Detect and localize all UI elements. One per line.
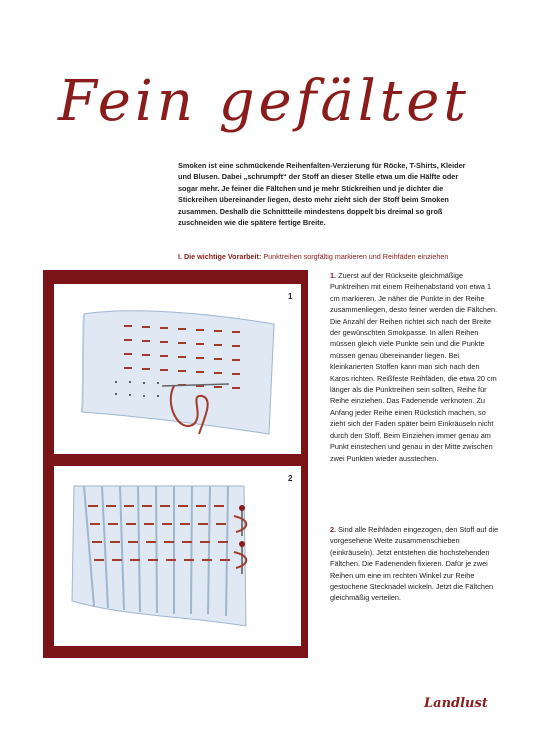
step-1-text <box>330 270 500 464</box>
section-text: Punktreihen sorgfältig markieren und Reihfäden einziehen <box>263 252 449 261</box>
section-heading <box>178 252 498 262</box>
page-title: Fein gefältet <box>58 69 470 134</box>
gathered-fabric-illustration <box>54 466 301 646</box>
step-1-number: 1. <box>330 271 337 280</box>
intro-paragraph: Smoken ist eine schmückende Reihenfalten-Verzierung für Röcke, T-Shirts, Kleider und Blusen. Dabei „schrumpft“ der Stoff an dieser Stelle etwa um die Hälfte oder sogar mehr. Je feiner die Fältchen und je mehr Stickreihen und je dichter die Stickreihen übereinander liegen, desto mehr zieht sich der Stoff beim Smoken zusammen. Deshalb die Schnittteile mindestens doppelt bis dreimal so groß zuschneiden wie die spätere fertige Breite. <box>178 161 466 228</box>
step-1-body: Zuerst auf der Rückseite gleichmäßige Punktreihen mit einem Reihenabstand von etwa 1 cm markieren. Je näher die Punkte in der Reihe zusammenliegen, desto feiner werden die Fältchen. Die Anzahl der Reihen richtet sich nach der Breite der gewünschten Smokpasse. In allen Reihen müssen gleich viele Punkte sein und die Punkte müssen genau übereinander liegen. Bei kleinkarierten Stoffen kann man sich nach den Karos richten. Reißfeste Reihfäden, die etwa 20 cm länger als die Punktreihen sein sollten, Reihe für Reihe einziehen. Das Fadenende verknoten. Zu Anfang jeder Reihe einen Rückstich machen, so zieht sich der Faden später beim Einkräuseln nicht durch den Stoff. Beim Einziehen immer genau am Punkt einstechen und genau in der Mitte zwischen zwei Punkten wieder ausstechen. <box>330 271 498 463</box>
landlust-logo: Landlust <box>424 696 488 711</box>
section-label: I. Die wichtige Vorarbeit: <box>178 252 262 261</box>
panel-number-2: 2 <box>288 474 293 483</box>
step-2-body: Sind alle Reihfäden eingezogen, den Stoff auf die vorgesehene Weite zusammenschieben (einkräuseln). Jetzt entstehen die hochstehenden Fältchen. Die Fadenenden fixieren. Dafür je zwei Reihen um eine im rechten Winkel zur Reihe gestochene Stecknadel wickeln. Jetzt die Fältchen gleichmäßig verteilen. <box>330 525 499 603</box>
step-2-number: 2. <box>330 525 337 534</box>
panel-number-1: 1 <box>288 292 293 301</box>
fabric-marking-illustration <box>54 284 301 454</box>
step-2-text <box>330 524 500 604</box>
